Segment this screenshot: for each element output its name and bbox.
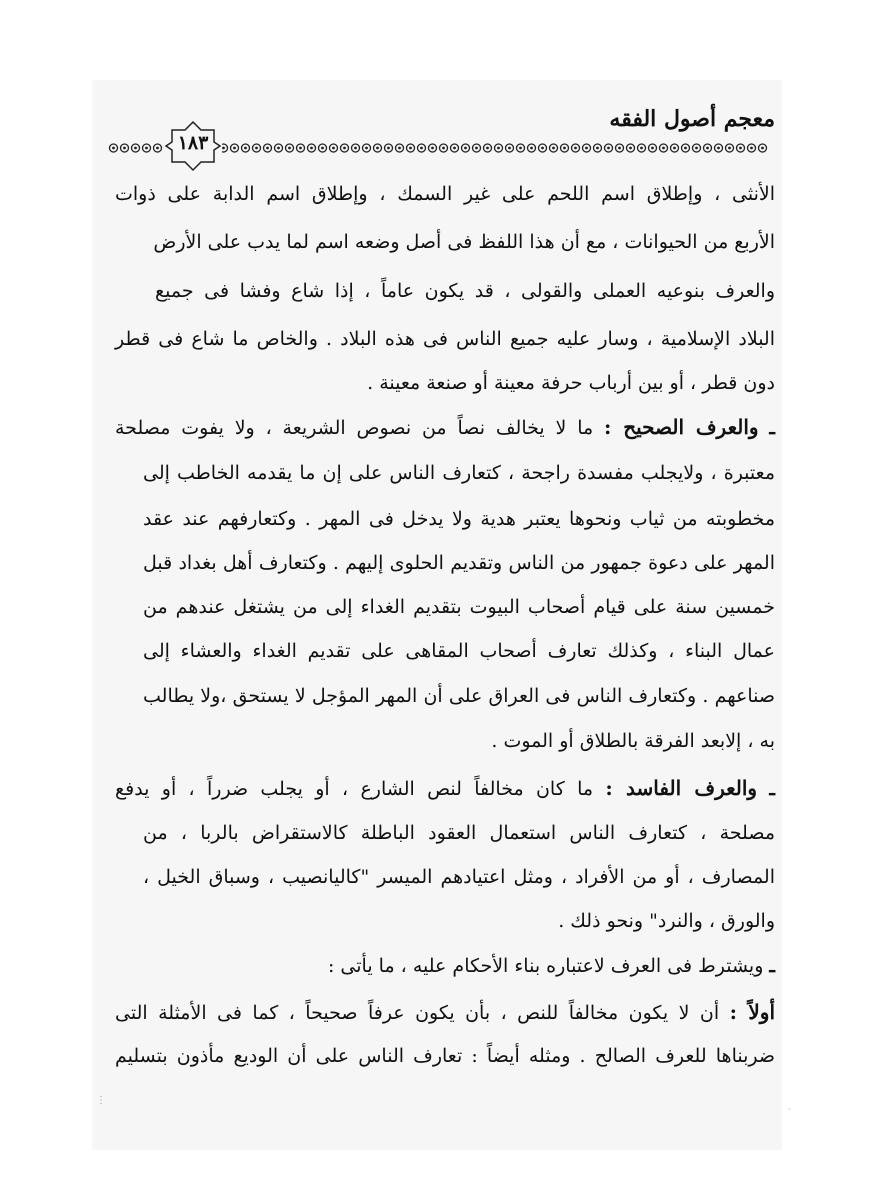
text-line-2: الأربع من الحيوانات ، مع أن هذا اللفظ فى أصل وضعه اسم لما يدب على الأرض [153,231,775,253]
text-line-5: دون قطر ، أو بين أرباب حرفة معينة أو صنعة معينة . [367,372,775,394]
book-title: معجم أصول الفقه [609,106,775,132]
list-dash: ـ [769,778,775,800]
paragraph-sahih-first-line [115,415,775,439]
text-line-17: والورق ، والنرد" ونحو ذلك . [558,910,775,932]
term-urf-sahih: والعرف الصحيح : [604,415,759,439]
text-line-15: مصلحة ، كتعارف الناس استعمال العقود الباطلة كالاستقراض بالربا ، من [143,822,775,844]
text-line-9: المهر على دعوة جمهور من الناس وتقديم الحلوى إليهم . وكتعارف أهل بغداد قبل [143,552,775,574]
term-urf-fasid: والعرف الفاسد : [605,776,758,800]
text-line-18: ويشترط فى العرف لاعتباره بناء الأحكام عليه ، ما يأتى : [327,955,764,977]
text-line-13: به ، إلابعد الفرقة بالطلاق أو الموت . [491,730,775,752]
list-dash: ـ [769,955,775,977]
page-number: ١٨٣ [177,132,209,154]
text-line-12: صناعهم . وكتعارف الناس فى العراق على أن المهر المؤجل لا يستحق ،ولا يطالب [143,685,775,707]
condition-first-line [115,1000,775,1024]
text-line-19: أن لا يكون مخالفاً للنص ، بأن يكون عرفاً صحيحاً ، كما فى الأمثلة التى [115,1002,720,1024]
text-line-4: البلاد الإسلامية ، وسار عليه جميع الناس فى هذه البلاد . والخاص ما شاع فى قطر [115,328,775,350]
text-line-20: ضربناها للعرف الصالح . ومثله أيضاً : تعارف الناس على أن الوديع مأذون بتسليم [115,1045,775,1067]
margin-specks: ⋮ [96,1095,106,1106]
list-dash: ـ [769,417,775,439]
term-awwalan: أولاً : [729,1000,776,1024]
text-line-10: خمسين سنة على قيام أصحاب البيوت بتقديم الغداء إلى من يشتغل عندهم من [143,596,775,618]
text-line-7: معتبرة ، ولايجلب مفسدة راجحة ، كتعارف الناس على إن ما يقدمه الخاطب إلى [143,462,775,484]
page-number-badge [164,120,222,172]
text-line-6: ما لا يخالف نصاً من نصوص الشريعة ، ولا يفوت مصلحة [115,417,594,439]
text-line-16: المصارف ، أو من الأفراد ، ومثل اعتيادهم الميسر "كاليانصيب ، وسباق الخيل ، [143,866,775,888]
text-line-1: الأنثى ، وإطلاق اسم اللحم على غير السمك ، وإطلاق اسم الدابة على ذوات [115,183,775,205]
text-line-3: والعرف بنوعيه العملى والقولى ، قد يكون عاماً ، إذا شاع وفشا فى جميع [155,280,775,302]
text-line-11: عمال البناء ، وكذلك تعارف أصحاب المقاهى على تقديم الغداء والعشاء إلى [143,640,775,662]
conditions-intro-line [155,955,775,977]
text-line-14: ما كان مخالفاً لنص الشارع ، أو يجلب ضرراً ، أو يدفع [115,778,594,800]
paragraph-fasid-first-line [115,776,775,800]
text-line-8: مخطوبته من ثياب ونحوها يعتبر هدية ولا يدخل فى المهر . وكتعارفهم عند عقد [143,508,775,530]
margin-speck: · [788,1105,791,1114]
